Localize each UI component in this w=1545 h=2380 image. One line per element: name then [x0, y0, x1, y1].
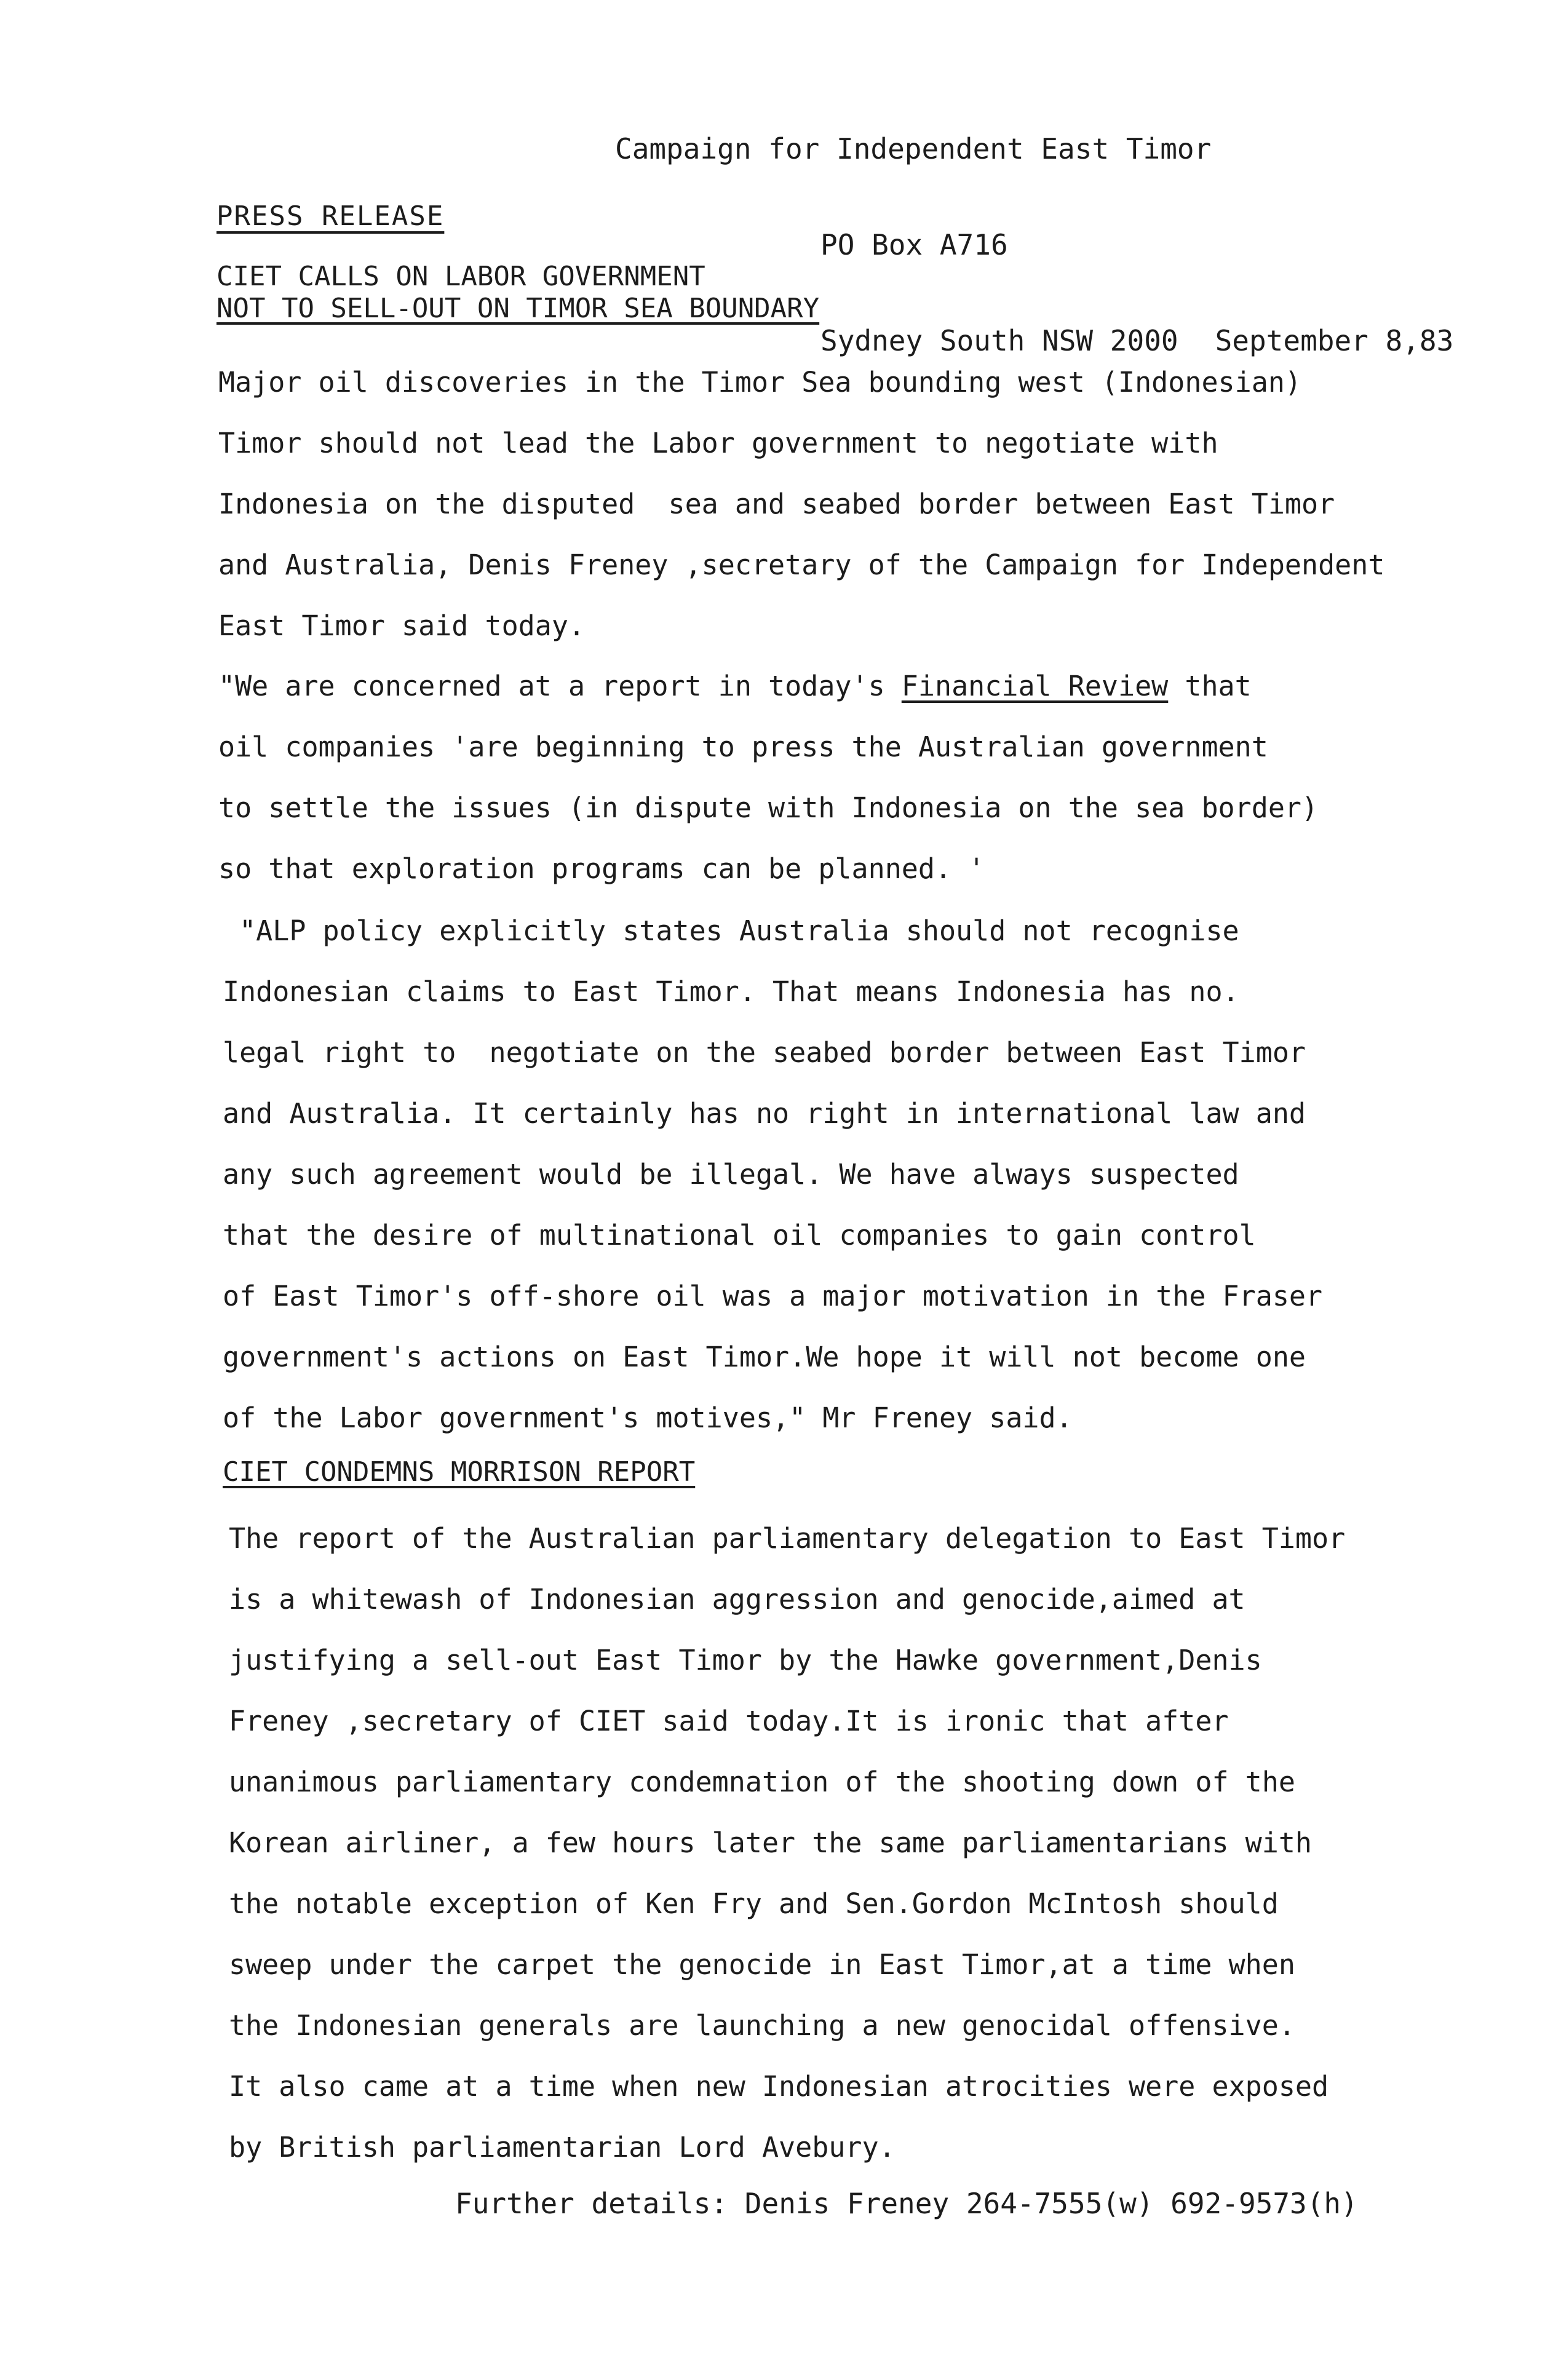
text-line: any such agreement would be illegal. We have always suspected — [223, 1158, 1239, 1191]
paragraph-oil-discoveries — [218, 352, 1384, 656]
text-line — [218, 656, 1318, 716]
text-line: is a whitewash of Indonesian aggression and genocide,aimed at — [229, 1583, 1245, 1616]
text-line: The report of the Australian parliamentary delegation to East Timor — [229, 1522, 1346, 1555]
text-line: and Australia. It certainly has no right in international law and — [223, 1097, 1306, 1130]
letterhead-org: Campaign for Independent East Timor — [615, 132, 1212, 165]
quote-continuation: that — [1168, 670, 1252, 702]
text-line: East Timor said today. — [218, 609, 586, 642]
subheading-morrison-report: CIET CONDEMNS MORRISON REPORT — [223, 1456, 696, 1488]
letterhead-po-box: PO Box A716 — [820, 228, 1008, 261]
text-line: oil companies 'are beginning to press the Australian government — [218, 731, 1268, 763]
headline — [216, 261, 819, 325]
text-line: of East Timor's off-shore oil was a major motivation in the Fraser — [223, 1280, 1323, 1312]
quote-start: "We are concerned at a report in today's — [218, 670, 902, 702]
text-line: government's actions on East Timor.We hope it will not become one — [223, 1341, 1306, 1373]
text-line: by British parliamentarian Lord Avebury. — [229, 2131, 896, 2164]
text-line: of the Labor government's motives," Mr Freney said. — [223, 1402, 1073, 1434]
text-line: Major oil discoveries in the Timor Sea bounding west (Indonesian) — [218, 366, 1301, 399]
text-line: unanimous parliamentary condemnation of the shooting down of the — [229, 1766, 1295, 1798]
press-release-label: PRESS RELEASE — [216, 200, 445, 232]
text-line: that the desire of multinational oil companies to gain control — [223, 1219, 1256, 1251]
text-line: "ALP policy explicitly states Australia should not recognise — [223, 914, 1239, 947]
paragraph-morrison-report — [229, 1508, 1345, 2178]
text-line: so that exploration programs can be planned. ' — [218, 852, 985, 885]
publication-title: Financial Review — [901, 670, 1169, 702]
text-line: the Indonesian generals are launching a new genocidal offensive. — [229, 2009, 1295, 2042]
text-line: the notable exception of Ken Fry and Sen.Gordon McIntosh should — [229, 1887, 1279, 1920]
headline-line-2: NOT TO SELL-OUT ON TIMOR SEA BOUNDARY — [216, 293, 820, 324]
text-line: legal right to negotiate on the seabed border between East Timor — [223, 1036, 1306, 1069]
text-line: Freney ,secretary of CIET said today.It is ironic that after — [229, 1705, 1229, 1737]
paragraph-alp-policy — [223, 900, 1322, 1448]
text-line: Timor should not lead the Labor government to negotiate with — [218, 427, 1218, 459]
text-line: It also came at a time when new Indonesian atrocities were exposed — [229, 2070, 1329, 2103]
headline-line-1: CIET CALLS ON LABOR GOVERNMENT — [216, 261, 705, 292]
text-line: Indonesian claims to East Timor. That means Indonesia has no. — [223, 975, 1239, 1008]
letterhead-city: Sydney South NSW 2000 — [820, 324, 1178, 357]
text-line: to settle the issues (in dispute with Indonesia on the sea border) — [218, 791, 1319, 824]
text-line: Korean airliner, a few hours later the same parliamentarians with — [229, 1827, 1312, 1859]
text-line: Indonesia on the disputed sea and seabed border between East Timor — [218, 488, 1335, 520]
contact-details: Further details: Denis Freney 264-7555(w) 692-9573(h) — [455, 2187, 1358, 2220]
letterhead-date: September 8,83 — [1215, 324, 1454, 357]
paragraph-financial-review — [218, 656, 1318, 899]
text-line: justifying a sell-out East Timor by the Hawke government,Denis — [229, 1644, 1262, 1676]
text-line: sweep under the carpet the genocide in East Timor,at a time when — [229, 1948, 1295, 1981]
text-line: and Australia, Denis Freney ,secretary of the Campaign for Independent — [218, 549, 1385, 581]
